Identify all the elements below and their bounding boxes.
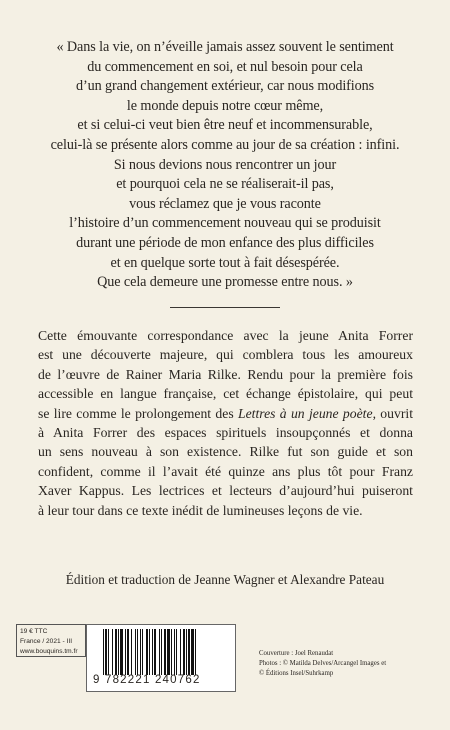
barcode-bars [103, 629, 227, 677]
price-box [16, 624, 86, 657]
translation-credits: Édition et traduction de Jeanne Wagner et Alexandre Pateau [65, 572, 385, 587]
description-line: Cette émouvante correspondance avec la jeune Anita Forrer [38, 328, 413, 343]
quote-line: Que cela demeure une promesse entre nous. » [97, 274, 353, 291]
description-line: à Anita Forrer des espaces spirituels insoupçonnés et donna [38, 425, 413, 441]
quote-line: celui-là se présente alors comme au jour de sa création : infini. [50, 136, 400, 153]
publisher-website: www.bouquins.tm.fr [20, 648, 78, 655]
book-description [38, 326, 413, 520]
description-text: se lire comme le prolongement des [38, 405, 238, 421]
quote-line: Si nous devions nous rencontrer un jour [113, 156, 337, 173]
description-line: un sens nouveau à son existence. Rilke fut son guide et son [38, 444, 413, 460]
description-line: accessible en langue française, cet échange épistolaire, qui peut [38, 386, 413, 402]
description-line-with-title [38, 404, 413, 423]
description-text: , ouvrit [372, 405, 413, 421]
isbn-digits: 9 782221 240762 [93, 674, 201, 686]
back-cover-quote [20, 38, 430, 293]
quote-line: l’histoire d’un commencement nouveau qui se produisit [69, 215, 381, 232]
quote-line: et si celui-ci veut bien être neuf et incommensurable, [77, 117, 373, 134]
cover-credit-line: © Éditions Insel/Suhrkamp [259, 670, 334, 677]
cover-credits [259, 649, 444, 679]
isbn-barcode [86, 624, 236, 692]
quote-line: durant une période de mon enfance des plus difficiles [76, 234, 374, 251]
quote-line: le monde depuis notre cœur même, [126, 97, 324, 114]
quote-line: et pourquoi cela ne se réaliserait-il pas, [116, 176, 334, 193]
quote-line: du commencement en soi, et nul besoin pour cela [87, 58, 363, 75]
book-title-italic: Lettres à un jeune poète [237, 405, 373, 421]
section-divider [170, 307, 280, 308]
cover-credit-line: Photos : © Matilda Delves/Arcangel Images et [259, 660, 387, 667]
description-line: de l’œuvre de Rainer Maria Rilke. Rendu pour la première fois [38, 366, 413, 382]
description-line: Xaver Kappus. Les lectrices et lecteurs d’aujourd’hui puiseront [38, 483, 413, 499]
cover-credit-line: Couverture : Joel Renaudat [259, 650, 334, 657]
edition-label: France / 2021 - III [20, 638, 73, 645]
description-line: à leur tour dans ce texte inédit de lumineuses leçons de vie. [38, 502, 363, 518]
quote-line: « Dans la vie, on n’éveille jamais assez souvent le sentiment [56, 39, 394, 55]
quote-line: vous réclamez que je vous raconte [129, 195, 321, 212]
quote-line: et en quelque sorte tout à fait désespérée. [110, 254, 340, 271]
price-label: 19 € TTC [20, 628, 48, 635]
description-line: confident, comme il l’avait été quinze ans plus tôt pour Franz [38, 463, 413, 479]
quote-line: d’un grand changement extérieur, car nous modifions [75, 78, 375, 95]
description-line: est une découverte majeure, qui comblera tous les amoureux [38, 347, 413, 363]
